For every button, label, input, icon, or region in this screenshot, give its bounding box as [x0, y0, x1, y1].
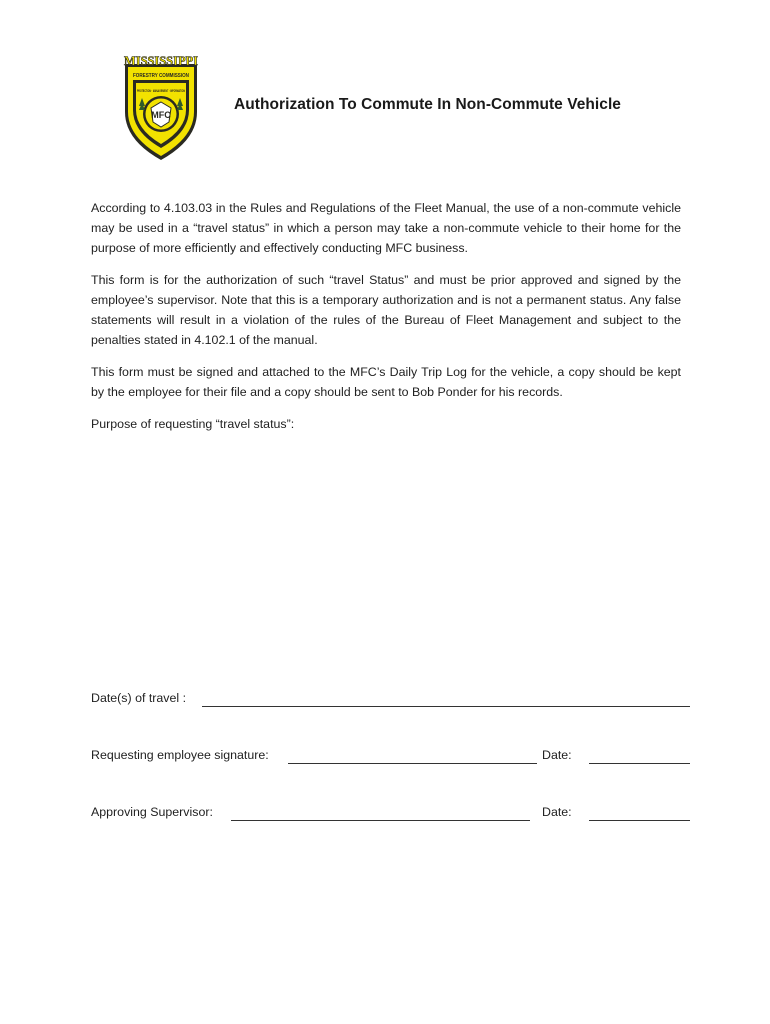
supervisor-signature-line[interactable] — [231, 820, 530, 821]
supervisor-date-label: Date: — [542, 805, 572, 819]
logo-center-text: MFC — [151, 110, 171, 120]
employee-date-line[interactable] — [589, 763, 690, 764]
employee-signature-line[interactable] — [288, 763, 537, 764]
employee-signature-label: Requesting employee signature: — [91, 748, 269, 762]
paragraph-rules-reference: According to 4.103.03 in the Rules and Regulations of the Fleet Manual, the use of a non-commute vehicle may be used in a “travel status” in which a person may take a non-commute vehicle to their home for the purpose of more efficiently and effectively conducting MFC business. — [91, 201, 681, 255]
dates-of-travel-label: Date(s) of travel : — [91, 691, 187, 705]
logo-inner-text: PROTECTION · MANAGEMENT · INFORMATION — [137, 89, 186, 93]
dates-of-travel-line[interactable] — [202, 706, 690, 707]
paragraph-submission-instructions: This form must be signed and attached to the MFC’s Daily Trip Log for the vehicle, a copy should be kept by the employee for their file and a copy should be sent to Bob Ponder for his records. — [91, 365, 681, 399]
employee-date-label: Date: — [542, 748, 572, 762]
purpose-prompt: Purpose of requesting “travel status”: — [91, 417, 295, 431]
supervisor-label: Approving Supervisor: — [91, 805, 213, 819]
document-title: Authorization To Commute In Non-Commute Vehicle — [234, 96, 621, 113]
supervisor-date-line[interactable] — [589, 820, 690, 821]
paragraph-authorization-terms: This form is for the authorization of such “travel Status” and must be prior approved and signed by the employee’s supervisor. Note that this is a temporary authorization and is not a permanent status. Any false statements will result in a violation of the rules of the Bureau of Fleet Management and subject to the penalties stated in 4.102.1 of the manual. — [91, 273, 681, 347]
logo-ring-text: FORESTRY COMMISSION — [133, 73, 190, 79]
logo-top-text: MISSISSIPPI — [124, 54, 199, 68]
mfc-badge-logo — [119, 50, 203, 162]
